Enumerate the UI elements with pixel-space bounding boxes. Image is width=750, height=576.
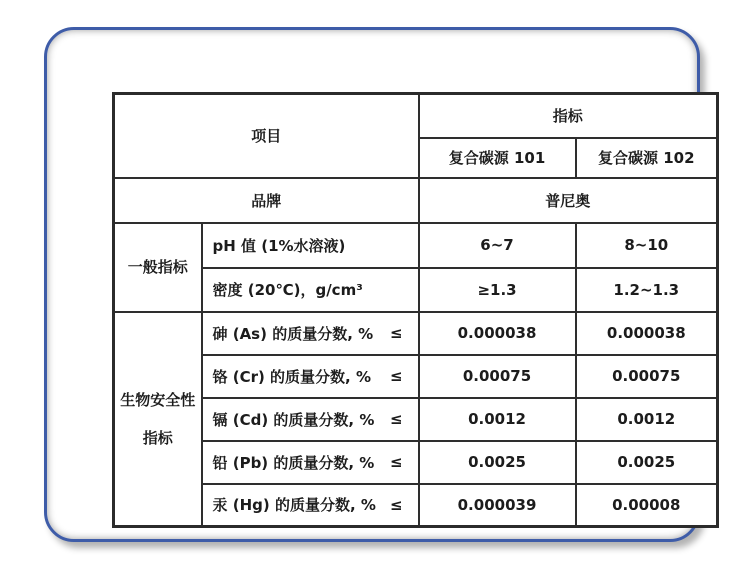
brand-label-cell: 品牌 (114, 178, 419, 223)
value-102-cell: 0.00075 (576, 355, 718, 398)
value-102-cell: 0.0012 (576, 398, 718, 441)
header-item-cell: 项目 (114, 94, 419, 178)
rounded-card-frame (44, 27, 700, 542)
table-row (114, 94, 718, 138)
table-row (114, 268, 718, 312)
param-label: 铅 (Pb) 的质量分数, % (212, 453, 375, 472)
param-density-cell (202, 268, 419, 312)
param-cr-cell (202, 355, 419, 398)
param-label: 镉 (Cd) 的质量分数, % (212, 410, 375, 429)
table-row (114, 178, 718, 223)
brand-value-cell: 普尼奥 (419, 178, 718, 223)
spec-table (112, 92, 719, 528)
table-row (114, 398, 718, 441)
less-equal-symbol: ≤ (389, 453, 403, 471)
value-101-cell: 0.0025 (419, 441, 576, 484)
value-102-cell: 0.00008 (576, 484, 718, 527)
param-label: 铬 (Cr) 的质量分数, % (212, 367, 372, 386)
param-cd-cell (202, 398, 419, 441)
table-row (114, 223, 718, 268)
param-label: 汞 (Hg) 的质量分数, % (212, 496, 376, 515)
value-101-cell: 6~7 (419, 223, 576, 268)
value-102-cell: 0.0025 (576, 441, 718, 484)
table-row (114, 441, 718, 484)
group-biosafety-cell: 生物安全性指标 (114, 312, 202, 527)
value-102-cell: 8~10 (576, 223, 718, 268)
less-equal-symbol: ≤ (389, 495, 403, 514)
value-101-cell: 0.00075 (419, 355, 576, 398)
value-102-cell: 0.000038 (576, 312, 718, 355)
param-pb-cell (202, 441, 419, 484)
header-indicator-cell: 指标 (419, 94, 718, 138)
less-equal-symbol: ≤ (389, 410, 403, 428)
group-general-cell: 一般指标 (114, 223, 202, 312)
param-hg-cell (202, 484, 419, 527)
param-label: pH 值 (1%水溶液) (212, 236, 346, 255)
header-product-101-cell: 复合碳源 101 (419, 138, 576, 178)
param-label: 密度 (20℃)，g/cm³ (212, 281, 363, 299)
param-ph-cell (202, 223, 419, 268)
value-101-cell: ≥1.3 (419, 268, 576, 312)
value-101-cell: 0.0012 (419, 398, 576, 441)
table-row (114, 312, 718, 355)
value-101-cell: 0.000039 (419, 484, 576, 527)
less-equal-symbol: ≤ (389, 367, 403, 385)
value-101-cell: 0.000038 (419, 312, 576, 355)
header-product-102-cell: 复合碳源 102 (576, 138, 718, 178)
param-as-cell (202, 312, 419, 355)
less-equal-symbol: ≤ (389, 324, 403, 342)
param-label: 砷 (As) 的质量分数, % (212, 324, 374, 343)
table-row (114, 355, 718, 398)
table-row (114, 484, 718, 527)
value-102-cell: 1.2~1.3 (576, 268, 718, 312)
